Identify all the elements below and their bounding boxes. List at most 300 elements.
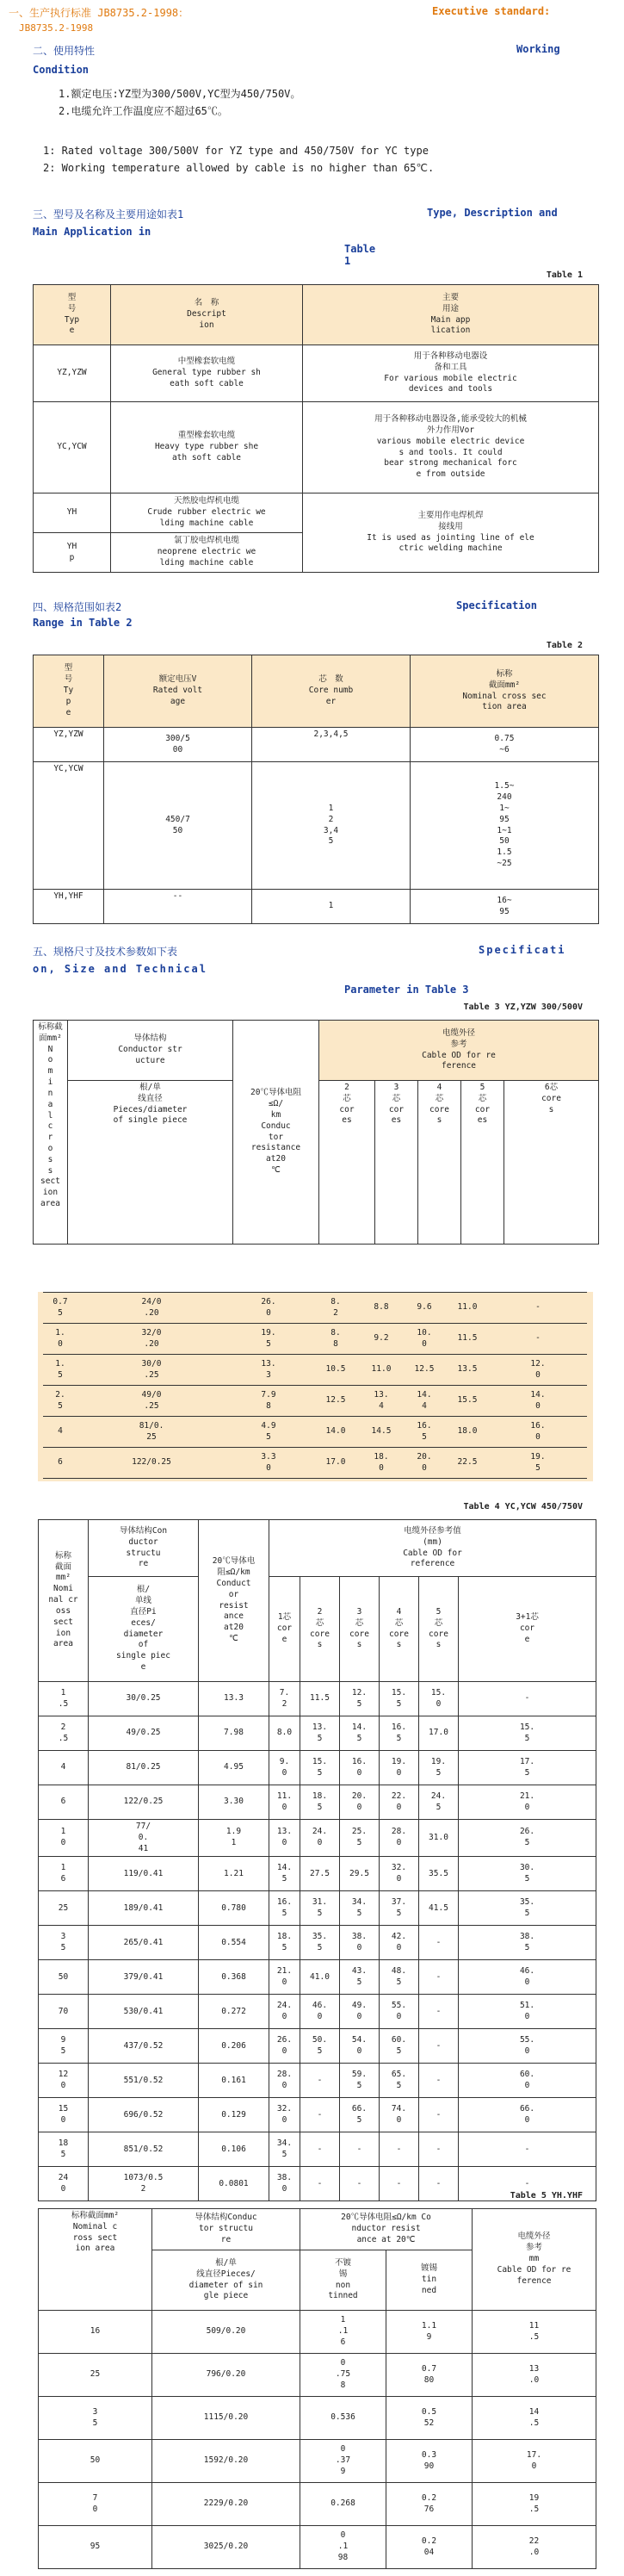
table-cell: 0.129 bbox=[199, 2098, 269, 2132]
table-cell: 21. 0 bbox=[269, 1960, 300, 1995]
table-cell: 1.21 bbox=[199, 1857, 269, 1891]
table-cell: 7 0 bbox=[39, 2483, 152, 2526]
table-cell: - bbox=[459, 1682, 596, 1716]
table-cell: - bbox=[300, 2098, 340, 2132]
table4-header-od: 电缆外径参考值 (mm) Cable OD for reference bbox=[269, 1520, 596, 1577]
table2-header-cores: 芯 数 Core numb er bbox=[252, 655, 411, 728]
table-cell: - bbox=[340, 2132, 380, 2167]
table-cell: 13. 4 bbox=[360, 1386, 403, 1417]
table1-cell: YC,YCW bbox=[34, 402, 111, 493]
table3-caption: Table 3 YZ,YZW 300/500V bbox=[463, 1002, 583, 1012]
table-cell: 29.5 bbox=[340, 1857, 380, 1891]
table-cell: 0 .75 8 bbox=[300, 2354, 386, 2397]
table-cell: 13.3 bbox=[199, 1682, 269, 1716]
table2-caption: Table 2 bbox=[546, 641, 583, 650]
table-cell: 7.98 bbox=[199, 1716, 269, 1751]
table1-cell: 用于各种移动电器设 备和工具 For various mobile electric devices and tools bbox=[303, 345, 599, 402]
table-cell: 1 6 bbox=[39, 1857, 89, 1891]
table-cell: 0.3 90 bbox=[386, 2440, 473, 2483]
table-cell: 51. 0 bbox=[459, 1995, 596, 2029]
table4-header-4core: 4 芯 core s bbox=[380, 1577, 419, 1682]
section2-title-cn: 二、使用特性 bbox=[33, 45, 96, 57]
table2-cell: YC,YCW bbox=[34, 762, 104, 890]
table4-header-3plus1core: 3+1芯 cor e bbox=[459, 1577, 596, 1682]
table-cell: 24. 0 bbox=[269, 1995, 300, 2029]
standard-line-cn: 一、生产执行标准 JB8735.2-1998： bbox=[9, 7, 189, 19]
table-cell: 0.5 52 bbox=[386, 2397, 473, 2440]
table-row bbox=[39, 1682, 596, 1716]
table-cell: 9. 0 bbox=[269, 1751, 300, 1785]
table-cell: 60. 5 bbox=[380, 2029, 419, 2064]
table-cell: 0.7 80 bbox=[386, 2354, 473, 2397]
table-cell: 1115/0.20 bbox=[152, 2397, 300, 2440]
table1-header-type: 型 号 Typ e bbox=[34, 285, 111, 345]
table-cell: 3025/0.20 bbox=[152, 2526, 300, 2569]
working-condition-en-2: 2: Working temperature allowed by cable is no higher than 65℃. bbox=[43, 162, 435, 174]
table-cell: 1 0 bbox=[39, 1820, 89, 1857]
table-cell: 24/0 .20 bbox=[77, 1293, 226, 1324]
table-cell: 35. 5 bbox=[459, 1891, 596, 1926]
section2-title-en-b: Condition bbox=[33, 64, 90, 76]
section3-title-en-a: Type, Description and bbox=[427, 207, 558, 219]
table-cell: - bbox=[419, 1960, 459, 1995]
table-cell: - bbox=[380, 2167, 419, 2201]
table-cell: 12 0 bbox=[39, 2064, 89, 2098]
table-cell: 35. 5 bbox=[300, 1926, 340, 1960]
table-cell: 437/0.52 bbox=[89, 2029, 199, 2064]
table-row bbox=[39, 2397, 596, 2440]
table-cell: 551/0.52 bbox=[89, 2064, 199, 2098]
table4-header-1core: 1芯 cor e bbox=[269, 1577, 300, 1682]
table-row bbox=[39, 2029, 596, 2064]
table-cell: 81/0. 25 bbox=[77, 1417, 226, 1448]
table-cell: 66. 0 bbox=[459, 2098, 596, 2132]
table-cell: 20. 0 bbox=[340, 1785, 380, 1820]
table2-cell: 1 bbox=[252, 890, 411, 924]
table1-cell: 氯丁胶电焊机电缆 neoprene electric we lding machine cable bbox=[111, 533, 303, 573]
table-cell: 8. 8 bbox=[312, 1324, 360, 1355]
table-cell: - bbox=[300, 2064, 340, 2098]
working-condition-cn-1: 1.额定电压:YZ型为300/500V,YC型为450/750V。 bbox=[59, 88, 301, 100]
table2-cell: 16~ 95 bbox=[411, 890, 599, 924]
table-cell: - bbox=[419, 2029, 459, 2064]
table-cell: 6 bbox=[39, 1785, 89, 1820]
table3-header-3core: 3 芯 cor es bbox=[375, 1081, 418, 1245]
table-cell: 19. 5 bbox=[226, 1324, 312, 1355]
table-cell: 0.206 bbox=[199, 2029, 269, 2064]
table3-body bbox=[43, 1292, 587, 1479]
table-cell: 265/0.41 bbox=[89, 1926, 199, 1960]
table-cell: 4.95 bbox=[199, 1751, 269, 1785]
table2-cell: 300/5 00 bbox=[104, 728, 252, 762]
table1-cell: YH bbox=[34, 493, 111, 533]
table5-header-nontinned: 不镀 锡 non tinned bbox=[300, 2250, 386, 2311]
table2-cell: 450/7 50 bbox=[104, 762, 252, 890]
table-cell: 15.5 bbox=[446, 1386, 489, 1417]
table2-header-volt: 额定电压V Rated volt age bbox=[104, 655, 252, 728]
table-cell: 15. 0 bbox=[419, 1682, 459, 1716]
table-cell: 3.30 bbox=[199, 1785, 269, 1820]
table2-header-area: 标称 截面mm² Nominal cross sec tion area bbox=[411, 655, 599, 728]
table-cell: 95 bbox=[39, 2526, 152, 2569]
table-cell: 15. 5 bbox=[459, 1716, 596, 1751]
table3-header-area: 标称截 面mm² N o m i n a l c r o s s sect ion area bbox=[34, 1021, 68, 1245]
table1-cell: 主要用作电焊机焊 接线用 It is used as jointing line of ele ctric welding machine bbox=[303, 493, 599, 573]
table-cell: 0 .1 98 bbox=[300, 2526, 386, 2569]
table5-header-area: 标称截面mm² Nominal c ross sect ion area bbox=[39, 2209, 152, 2311]
table-cell: 22 .0 bbox=[473, 2526, 596, 2569]
table-cell: 43. 5 bbox=[340, 1960, 380, 1995]
table-cell: 1 .1 6 bbox=[300, 2311, 386, 2354]
table-cell: 851/0.52 bbox=[89, 2132, 199, 2167]
table-cell: 15. 5 bbox=[380, 1682, 419, 1716]
table-cell: 119/0.41 bbox=[89, 1857, 199, 1891]
table-cell: 19. 0 bbox=[380, 1751, 419, 1785]
table-cell: 50. 5 bbox=[300, 2029, 340, 2064]
table1-cell: 用于各种移动电器设备,能承受较大的机械 外力作用Vor various mobile electric device s and tools. It could bear strong mechanical forc e from outside bbox=[303, 402, 599, 493]
table1-header-use: 主要 用途 Main app lication bbox=[303, 285, 599, 345]
table-cell: 24 0 bbox=[39, 2167, 89, 2201]
section3-title-en-c: Table bbox=[344, 243, 376, 255]
table-cell: 41.0 bbox=[300, 1960, 340, 1995]
table-row bbox=[39, 2098, 596, 2132]
table-cell: 18. 0 bbox=[360, 1448, 403, 1479]
table-row bbox=[43, 1417, 587, 1448]
table-cell: 15. 5 bbox=[300, 1751, 340, 1785]
table2-cell: YH,YHF bbox=[34, 890, 104, 924]
table-cell: 26. 0 bbox=[226, 1293, 312, 1324]
table-cell: 32. 0 bbox=[380, 1857, 419, 1891]
table-cell: 0.780 bbox=[199, 1891, 269, 1926]
table-cell: 12.5 bbox=[312, 1386, 360, 1417]
table-cell: 11.5 bbox=[446, 1324, 489, 1355]
table-cell: 10.5 bbox=[312, 1355, 360, 1386]
table-cell: 21. 0 bbox=[459, 1785, 596, 1820]
table-row bbox=[39, 1926, 596, 1960]
table5-header-conductor: 导体结构Conduc tor structu re bbox=[152, 2209, 300, 2250]
table-row bbox=[39, 1960, 596, 1995]
table-row bbox=[39, 2354, 596, 2397]
table4-header-3core: 3 芯 core s bbox=[340, 1577, 380, 1682]
table4-caption: Table 4 YC,YCW 450/750V bbox=[463, 1502, 583, 1511]
table-cell: 11 .5 bbox=[473, 2311, 596, 2354]
table-row bbox=[43, 1293, 587, 1324]
table3-header-6core: 6芯 core s bbox=[504, 1081, 599, 1245]
table-cell: 14. 5 bbox=[269, 1857, 300, 1891]
table1-cell: YH p bbox=[34, 533, 111, 573]
table-cell: - bbox=[300, 2132, 340, 2167]
table-cell: 0.0801 bbox=[199, 2167, 269, 2201]
table-cell: 379/0.41 bbox=[89, 1960, 199, 1995]
table-row bbox=[39, 1785, 596, 1820]
table-cell: 16. 5 bbox=[269, 1891, 300, 1926]
table-cell: 12.5 bbox=[403, 1355, 446, 1386]
table-cell: 77/ 0. 41 bbox=[89, 1820, 199, 1857]
table1-cell: 中型橡套软电缆 General type rubber sh eath soft cable bbox=[111, 345, 303, 402]
table-cell: 18 5 bbox=[39, 2132, 89, 2167]
table-cell: 9 5 bbox=[39, 2029, 89, 2064]
table-cell: 13 .0 bbox=[473, 2354, 596, 2397]
table-row bbox=[39, 1995, 596, 2029]
table-cell: - bbox=[459, 2167, 596, 2201]
table-cell: 8.0 bbox=[269, 1716, 300, 1751]
table-cell: 32. 0 bbox=[269, 2098, 300, 2132]
table3-header-conductor: 导体结构 Conductor str ucture bbox=[68, 1021, 233, 1081]
table-cell: 49/0 .25 bbox=[77, 1386, 226, 1417]
table-cell: 13.5 bbox=[446, 1355, 489, 1386]
section4-title-en-a: Specification bbox=[456, 599, 537, 611]
table-cell: 6 bbox=[43, 1448, 77, 1479]
table-cell: 17. 5 bbox=[459, 1751, 596, 1785]
table-cell: 4 bbox=[39, 1751, 89, 1785]
table1 bbox=[33, 284, 599, 573]
table-cell: 31.0 bbox=[419, 1820, 459, 1857]
section3-title-en-d: 1 bbox=[344, 255, 351, 267]
table-cell: 0.536 bbox=[300, 2397, 386, 2440]
standard-line-en: Executive standard: bbox=[432, 5, 551, 17]
table-cell: 19 .5 bbox=[473, 2483, 596, 2526]
table-cell: 530/0.41 bbox=[89, 1995, 199, 2029]
table-row bbox=[39, 2526, 596, 2569]
table-cell: 22. 0 bbox=[380, 1785, 419, 1820]
table-cell: 28. 0 bbox=[380, 1820, 419, 1857]
table1-header-name: 名 称 Descript ion bbox=[111, 285, 303, 345]
table3-header-strands: 根/单 线直径 Pieces/diameter of single piece bbox=[68, 1081, 233, 1245]
table-cell: 25 bbox=[39, 1891, 89, 1926]
table-cell: - bbox=[419, 1995, 459, 2029]
table-cell: 49/0.25 bbox=[89, 1716, 199, 1751]
table-cell: 14.5 bbox=[360, 1417, 403, 1448]
table-row bbox=[39, 1820, 596, 1857]
table-row bbox=[39, 2483, 596, 2526]
table-cell: 0.368 bbox=[199, 1960, 269, 1995]
table-cell: 122/0.25 bbox=[89, 1785, 199, 1820]
table3-header-2core: 2 芯 cor es bbox=[319, 1081, 375, 1245]
table4-header-strands: 根/ 单线 直径Pi eces/ diameter of single piec e bbox=[89, 1577, 199, 1682]
table-cell: 11.0 bbox=[360, 1355, 403, 1386]
table-row bbox=[43, 1386, 587, 1417]
table-cell: 12. 5 bbox=[340, 1682, 380, 1716]
table-cell: 38. 0 bbox=[269, 2167, 300, 2201]
table-cell: 14. 4 bbox=[403, 1386, 446, 1417]
table-cell: 81/0.25 bbox=[89, 1751, 199, 1785]
table-cell: 2229/0.20 bbox=[152, 2483, 300, 2526]
table-cell: 19. 5 bbox=[419, 1751, 459, 1785]
table-cell: - bbox=[380, 2132, 419, 2167]
table2-header-type: 型 号 Ty p e bbox=[34, 655, 104, 728]
table-cell: 49. 0 bbox=[340, 1995, 380, 2029]
table-cell: 509/0.20 bbox=[152, 2311, 300, 2354]
table-cell: 46. 0 bbox=[300, 1995, 340, 2029]
table-cell: 1 .5 bbox=[39, 1682, 89, 1716]
table-cell: - bbox=[419, 2064, 459, 2098]
table-cell: 4 bbox=[43, 1417, 77, 1448]
table-cell: 30/0 .25 bbox=[77, 1355, 226, 1386]
table-cell: 38. 5 bbox=[459, 1926, 596, 1960]
table2-cell: 1.5~ 240 1~ 95 1~1 50 1.5 ~25 bbox=[411, 762, 599, 890]
table-row bbox=[39, 1857, 596, 1891]
table4 bbox=[38, 1519, 596, 2201]
table-cell: 59. 5 bbox=[340, 2064, 380, 2098]
table-cell: 16. 0 bbox=[489, 1417, 587, 1448]
table-cell: 54. 0 bbox=[340, 2029, 380, 2064]
table-cell: 16 bbox=[39, 2311, 152, 2354]
section4-title-en-b: Range in Table 2 bbox=[33, 617, 133, 629]
table-cell: 41.5 bbox=[419, 1891, 459, 1926]
table-cell: 50 bbox=[39, 1960, 89, 1995]
table-cell: 25. 5 bbox=[340, 1820, 380, 1857]
table-cell: 55. 0 bbox=[459, 2029, 596, 2064]
table-cell: 14.0 bbox=[312, 1417, 360, 1448]
table-cell: 122/0.25 bbox=[77, 1448, 226, 1479]
table-cell: 0.106 bbox=[199, 2132, 269, 2167]
table5-header-od: 电缆外径 参考 mm Cable OD for re ference bbox=[473, 2209, 596, 2311]
table-cell: 11.0 bbox=[446, 1293, 489, 1324]
table-cell: 1.9 1 bbox=[199, 1820, 269, 1857]
table2-cell: -- bbox=[104, 890, 252, 924]
table-cell: 27.5 bbox=[300, 1857, 340, 1891]
table-cell: 30/0.25 bbox=[89, 1682, 199, 1716]
table-row bbox=[39, 2132, 596, 2167]
table4-header-5core: 5 芯 core s bbox=[419, 1577, 459, 1682]
table4-header-resist: 20℃导体电 阻≤Ω/km Conduct or resist ance at20 ℃ bbox=[199, 1520, 269, 1682]
table-cell: - bbox=[459, 2132, 596, 2167]
table-cell: - bbox=[489, 1324, 587, 1355]
table-cell: 42. 0 bbox=[380, 1926, 419, 1960]
table-cell: 32/0 .20 bbox=[77, 1324, 226, 1355]
table1-cell: 天然胶电焊机电缆 Crude rubber electric we lding machine cable bbox=[111, 493, 303, 533]
table-cell: 18. 5 bbox=[300, 1785, 340, 1820]
table-cell: 65. 5 bbox=[380, 2064, 419, 2098]
table-cell: 9.6 bbox=[403, 1293, 446, 1324]
table-cell: 26. 5 bbox=[459, 1820, 596, 1857]
table-cell: 0 .37 9 bbox=[300, 2440, 386, 2483]
standard-code: JB8735.2-1998 bbox=[19, 22, 94, 34]
table-cell: 8. 2 bbox=[312, 1293, 360, 1324]
table5 bbox=[38, 2208, 596, 2569]
table-cell: - bbox=[489, 1293, 587, 1324]
section5-title-en-b: on, Size and Technical bbox=[33, 963, 207, 975]
table-row bbox=[39, 1716, 596, 1751]
table-cell: 18. 5 bbox=[269, 1926, 300, 1960]
working-condition-cn-2: 2.电缆允许工作温度应不超过65℃。 bbox=[59, 105, 228, 117]
table2-cell: 1 2 3,4 5 bbox=[252, 762, 411, 890]
table-cell: 15 0 bbox=[39, 2098, 89, 2132]
table-cell: 3.3 0 bbox=[226, 1448, 312, 1479]
table-cell: 189/0.41 bbox=[89, 1891, 199, 1926]
table-row bbox=[39, 2311, 596, 2354]
table-cell: 70 bbox=[39, 1995, 89, 2029]
table-cell: 13. 3 bbox=[226, 1355, 312, 1386]
table-cell: 3 5 bbox=[39, 1926, 89, 1960]
table1-cell: YZ,YZW bbox=[34, 345, 111, 402]
table-cell: 35.5 bbox=[419, 1857, 459, 1891]
table-cell: 74. 0 bbox=[380, 2098, 419, 2132]
table3-header-4core: 4 芯 core s bbox=[418, 1081, 461, 1245]
table-row bbox=[39, 2064, 596, 2098]
table-cell: 0.268 bbox=[300, 2483, 386, 2526]
table-cell: 16. 5 bbox=[380, 1716, 419, 1751]
table4-header-conductor: 导体结构Con ductor structu re bbox=[89, 1520, 199, 1577]
table-row bbox=[43, 1448, 587, 1479]
table-cell: 7. 2 bbox=[269, 1682, 300, 1716]
table-cell: 2 .5 bbox=[39, 1716, 89, 1751]
table-cell: 3 5 bbox=[39, 2397, 152, 2440]
table-cell: 11.5 bbox=[300, 1682, 340, 1716]
table2-cell: 0.75 ~6 bbox=[411, 728, 599, 762]
table-cell: 0.161 bbox=[199, 2064, 269, 2098]
table-cell: 17.0 bbox=[419, 1716, 459, 1751]
table-cell: 22.5 bbox=[446, 1448, 489, 1479]
table-cell: 8.8 bbox=[360, 1293, 403, 1324]
table-cell: 0.2 76 bbox=[386, 2483, 473, 2526]
table-cell: 55. 0 bbox=[380, 1995, 419, 2029]
table-row bbox=[39, 1751, 596, 1785]
table-cell: - bbox=[300, 2167, 340, 2201]
table-cell: 16. 0 bbox=[340, 1751, 380, 1785]
table-cell: 11. 0 bbox=[269, 1785, 300, 1820]
table-cell: 696/0.52 bbox=[89, 2098, 199, 2132]
table3-header-resist: 20℃导体电阻 ≤Ω/ km Conduc tor resistance at20 ℃ bbox=[233, 1021, 319, 1245]
table-cell: 1.1 9 bbox=[386, 2311, 473, 2354]
table-cell: 0.2 04 bbox=[386, 2526, 473, 2569]
table-cell: 50 bbox=[39, 2440, 152, 2483]
table4-header-area: 标称 截面 mm² Nomi nal cr oss sect ion area bbox=[39, 1520, 89, 1682]
table-cell: 0.7 5 bbox=[43, 1293, 77, 1324]
table-cell: 1073/0.5 2 bbox=[89, 2167, 199, 2201]
table2-cell: 2,3,4,5 bbox=[252, 728, 411, 762]
section2-title-en-a: Working bbox=[516, 43, 560, 55]
table-cell: 16. 5 bbox=[403, 1417, 446, 1448]
table-cell: 17.0 bbox=[312, 1448, 360, 1479]
table2 bbox=[33, 655, 599, 924]
table-cell: 0.554 bbox=[199, 1926, 269, 1960]
table-cell: - bbox=[419, 1926, 459, 1960]
table-cell: 48. 5 bbox=[380, 1960, 419, 1995]
table-cell: 20. 0 bbox=[403, 1448, 446, 1479]
table-cell: 26. 0 bbox=[269, 2029, 300, 2064]
table-cell: 7.9 8 bbox=[226, 1386, 312, 1417]
table-cell: 24. 0 bbox=[300, 1820, 340, 1857]
section5-title-en-c: Parameter in Table 3 bbox=[344, 984, 469, 996]
table3-header-5core: 5 芯 cor es bbox=[461, 1081, 504, 1245]
section4-title-cn: 四、规格范围如表2 bbox=[33, 601, 122, 613]
table4-header-2core: 2 芯 core s bbox=[300, 1577, 340, 1682]
table-cell: 13. 5 bbox=[300, 1716, 340, 1751]
table-cell: 10. 0 bbox=[403, 1324, 446, 1355]
section5-title-en-a: Specificati bbox=[479, 944, 566, 956]
table-cell: 18.0 bbox=[446, 1417, 489, 1448]
table-cell: 19. 5 bbox=[489, 1448, 587, 1479]
table-cell: - bbox=[419, 2098, 459, 2132]
table2-cell: YZ,YZW bbox=[34, 728, 104, 762]
table-row bbox=[43, 1355, 587, 1386]
table-row bbox=[39, 1891, 596, 1926]
table-cell: 14. 5 bbox=[340, 1716, 380, 1751]
section3-title-cn: 三、型号及名称及主要用途如表1 bbox=[33, 208, 184, 220]
table-cell: 13. 0 bbox=[269, 1820, 300, 1857]
table-cell: 34. 5 bbox=[269, 2132, 300, 2167]
table-cell: 2. 5 bbox=[43, 1386, 77, 1417]
table-cell: 34. 5 bbox=[340, 1891, 380, 1926]
table-row bbox=[39, 2440, 596, 2483]
table1-caption: Table 1 bbox=[546, 270, 583, 280]
table-cell: 37. 5 bbox=[380, 1891, 419, 1926]
table-cell: 66. 5 bbox=[340, 2098, 380, 2132]
section5-title-cn: 五、规格尺寸及技术参数如下表 bbox=[33, 946, 178, 958]
table-cell: 0.272 bbox=[199, 1995, 269, 2029]
table-row bbox=[43, 1324, 587, 1355]
